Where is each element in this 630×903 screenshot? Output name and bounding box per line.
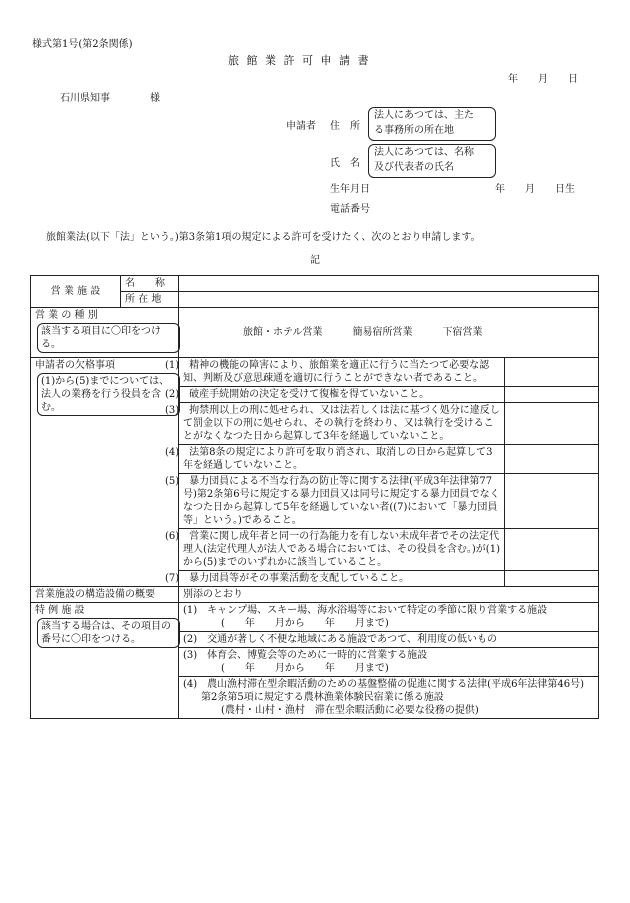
address-label: 住 所	[330, 121, 360, 132]
phone-label: 電話番号	[330, 204, 370, 215]
disqualification-label: 申請者の欠格事項	[35, 360, 115, 371]
special-facility-cell	[31, 603, 179, 719]
address-note: 法人にあつては、主た	[374, 110, 474, 121]
special-item[interactable]	[179, 648, 599, 677]
business-type-note: 該当する項目に〇印をつける。	[37, 323, 180, 353]
facility-name-field[interactable]	[179, 276, 599, 292]
name-note: 及び代表者の氏名	[374, 162, 454, 173]
disqualification-cell	[31, 358, 179, 587]
facility-location-label: 所 在 地	[121, 292, 179, 308]
application-table	[30, 275, 599, 719]
special-item-text: (1) キャンプ場、スキー場、海水浴場等において特定の季節に限り営業する施設	[183, 605, 548, 616]
business-type-cell	[31, 308, 179, 358]
disqualification-note: (1)から(5)までについては、法人の業務を行う役員を含む。	[37, 373, 180, 416]
special-facility-note: 該当する場合は、その項目の番号に〇印をつける。	[37, 618, 180, 648]
special-item[interactable]	[179, 677, 599, 719]
ki-mark: 記	[310, 255, 320, 266]
special-item-period: ( 年 月から 年 月まで)	[221, 663, 389, 674]
date-line: 年 月 日	[508, 74, 578, 85]
special-item-text: (2) 交通が著しく不便な地域にある施設であつて、利用度の低いもの	[183, 634, 497, 645]
birth-date-value: 年 月 日生	[495, 184, 575, 195]
disqualification-check[interactable]	[505, 445, 599, 474]
special-facility-label: 特 例 施 設	[35, 605, 85, 616]
disqualification-item: (5) 暴力団員による不当な行為の防止等に関する法律(平成3年法律第77号)第2条第6号に規定する暴力団員又は同号に規定する暴力団員でなくなつた日から起算して5年を経過していない者((7)において「暴力団員等」という。)であること。	[179, 474, 505, 529]
disqualification-item: (6) 営業に関し成年者と同一の行為能力を有しない未成年者でその法定代理人(法定代理人が法人である場合においては、その役員を含む。)が(1)から(5)までのいずれかに該当していること。	[179, 529, 505, 571]
structure-label: 営業施設の構造設備の概要	[31, 587, 179, 603]
facility-location-field[interactable]	[179, 292, 599, 308]
disqualification-item: (4) 法第8条の規定により許可を取り消され、取消しの日から起算して3年を経過していないこと。	[179, 445, 505, 474]
birth-date-label: 生年月日	[330, 184, 370, 195]
address-note: る事務所の所在地	[374, 125, 454, 136]
document-title: 旅 館 業 許 可 申 請 書	[228, 54, 371, 67]
disqualification-item: (1) 精神の機能の障害により、旅館業を適正に行うに当たつて必要な認知、判断及び意思疎通を適切に行うことができない者であること。	[179, 358, 505, 387]
special-item-note: (農村・山村・漁村 滞在型余暇活動に必要な役務の提供)	[221, 705, 479, 716]
special-item-period: ( 年 月から 年 月まで)	[221, 618, 389, 629]
disqualification-item: (7) 暴力団員等がその事業活動を支配していること。	[179, 571, 505, 587]
disqualification-check[interactable]	[505, 358, 599, 387]
disqualification-item: (2) 破産手続開始の決定を受けて復権を得ていないこと。	[179, 387, 505, 403]
addressee: 石川県知事 様	[60, 93, 160, 104]
disqualification-check[interactable]	[505, 529, 599, 571]
special-item[interactable]	[179, 603, 599, 632]
special-item-text: (4) 農山漁村滞在型余暇活動のための基盤整備の促進に関する法律(平成6年法律第46号)第2条第5項に規定する農林漁業体験民宿業に係る施設	[183, 679, 585, 703]
disqualification-check[interactable]	[505, 387, 599, 403]
name-label: 氏 名	[330, 158, 360, 169]
disqualification-check[interactable]	[505, 571, 599, 587]
application-statement: 旅館業法(以下「法」という。)第3条第1項の規定による許可を受けたく、次のとおり申請します。	[46, 232, 481, 243]
name-note: 法人にあつては、名称	[374, 147, 474, 158]
business-type-label: 営 業 の 種 別	[35, 310, 98, 321]
facility-label-cell	[31, 276, 121, 308]
special-item[interactable]	[179, 632, 599, 648]
facility-name-label: 名 称	[121, 276, 179, 292]
business-type-options-text: 旅館・ホテル営業 簡易宿所営業 下宿営業	[243, 327, 483, 338]
structure-value: 別添のとおり	[179, 587, 599, 603]
special-item-text: (3) 体育会、博覧会等のために一時的に営業する施設	[183, 650, 428, 661]
disqualification-check[interactable]	[505, 474, 599, 529]
disqualification-item: (3) 拘禁刑以上の刑に処せられ、又は法若しくは法に基づく処分に違反して罰金以下の刑に処せられ、その執行を終わり、又は執行を受けることがなくなつた日から起算して3年を経過していないこと。	[179, 403, 505, 445]
applicant-label: 申請者	[286, 121, 316, 132]
form-number: 様式第1号(第2条関係)	[32, 39, 133, 50]
disqualification-check[interactable]	[505, 403, 599, 445]
business-type-options[interactable]	[179, 308, 599, 358]
facility-label: 営 業 施 設	[50, 286, 101, 297]
